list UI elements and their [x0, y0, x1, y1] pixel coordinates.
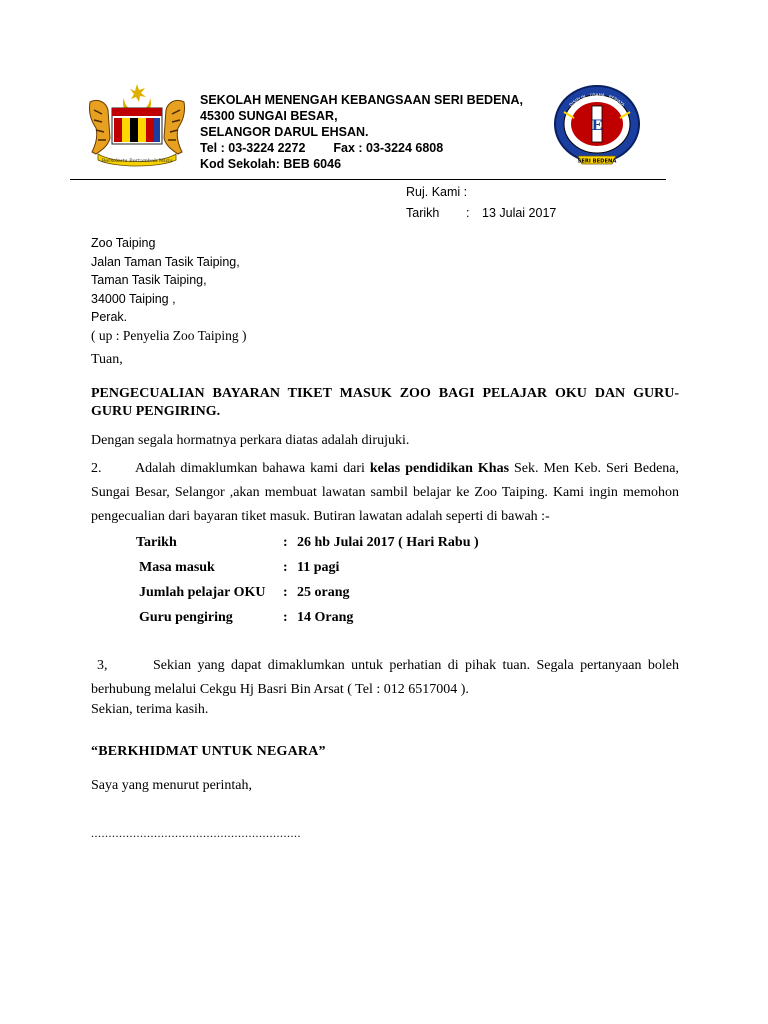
closing-line: Sekian, terima kasih. [91, 702, 209, 717]
detail-row: Masa masuk : 11 pagi [136, 555, 479, 580]
recipient-line: Perak. [91, 310, 128, 324]
detail-value: 14 Orang [297, 610, 354, 625]
paragraph-text: Sekian yang dapat dimaklumkan untuk perhatian di pihak tuan. Segala pertanyaan boleh berhubung melalui Cekgu Hj Basri Bin Arsat ( Tel : 012 6517004 ). [91, 658, 679, 697]
fax: Fax : 03-3224 6808 [333, 141, 444, 155]
paragraph-bold-text: kelas pendidikan Khas [369, 461, 510, 476]
detail-label: Guru pengiring [139, 610, 233, 625]
telephone: Tel : 03-3224 2272 [200, 141, 306, 155]
detail-value: 26 hb Julai 2017 ( Hari Rabu ) [297, 535, 479, 550]
letter-subject: PENGECUALIAN BAYARAN TIKET MASUK ZOO BAGI PELAJAR OKU DAN GURU-GURU PENGIRING. [91, 386, 679, 419]
paragraph-number: 2. [91, 461, 102, 476]
paragraph-2 [91, 457, 679, 529]
recipient-line: Jalan Taman Tasik Taiping, [91, 254, 240, 269]
reference-block [406, 182, 556, 224]
ruj-label: Ruj. Kami : [406, 185, 468, 199]
paragraph-text: Adalah dimaklumkan bahawa kami dari [135, 461, 370, 476]
school-address-line-2: SELANGOR DARUL EHSAN. [200, 125, 369, 139]
school-header [200, 92, 523, 172]
recipient-line: Taman Tasik Taiping, [91, 273, 207, 287]
signature-line: ............................................................ [91, 826, 301, 840]
crest-ring-text: DISIPLIN . USAHA . BERJAYA [568, 91, 626, 108]
contact-line [200, 140, 523, 156]
detail-value: 11 pagi [297, 560, 340, 575]
date-value: 13 Julai 2017 [482, 206, 557, 220]
header-divider [70, 179, 666, 180]
detail-label: Tarikh [136, 535, 177, 550]
detail-label: Jumlah pelajar OKU [139, 585, 266, 600]
motto: “BERKHIDMAT UNTUK NEGARA” [91, 744, 326, 759]
paragraph-text: Sek. Men Keb. Seri Bedena, Sungai Besar, Selangor ,akan membuat lawatan sambil belajar ke Zoo Taiping. Kami ingin memohon pengecualian dari bayaran tiket masuk. Butiran lawatan adalah seperti di bawah :- [91, 461, 679, 524]
recipient-line: 34000 Taiping , [91, 291, 176, 306]
school-name: SEKOLAH MENENGAH KEBANGSAAN SERI BEDENA, [200, 93, 523, 107]
school-crest-logo [548, 84, 646, 168]
coat-of-arms-logo [84, 80, 190, 168]
detail-label: Masa masuk [139, 560, 215, 575]
visit-details [136, 530, 479, 630]
crest-motto: Bersekutu Bertambah Mutu [101, 158, 173, 164]
svg-text:E: E [591, 118, 603, 134]
recipient-address [91, 234, 247, 345]
attention-line: ( up : Penyelia Zoo Taiping ) [91, 327, 247, 343]
detail-row: Jumlah pelajar OKU : 25 orang [136, 580, 479, 605]
detail-row: Tarikh : 26 hb Julai 2017 ( Hari Rabu ) [136, 530, 479, 555]
date-separator: : [466, 206, 470, 220]
paragraph-number: 3, [97, 658, 108, 673]
paragraph-3 [91, 654, 679, 702]
school-address-line-1: 45300 SUNGAI BESAR, [200, 109, 338, 123]
date-label: Tarikh [406, 206, 440, 220]
paragraph-1: Dengan segala hormatnya perkara diatas adalah dirujuki. [91, 433, 410, 448]
detail-value: 25 orang [297, 585, 350, 600]
detail-row: Guru pengiring : 14 Orang [136, 605, 479, 630]
salutation: Tuan, [91, 352, 123, 367]
recipient-line: Zoo Taiping [91, 236, 156, 250]
sign-off: Saya yang menurut perintah, [91, 778, 252, 793]
crest-school-label: SERI BEDENA [577, 158, 617, 165]
school-code: Kod Sekolah: BEB 6046 [200, 157, 342, 171]
